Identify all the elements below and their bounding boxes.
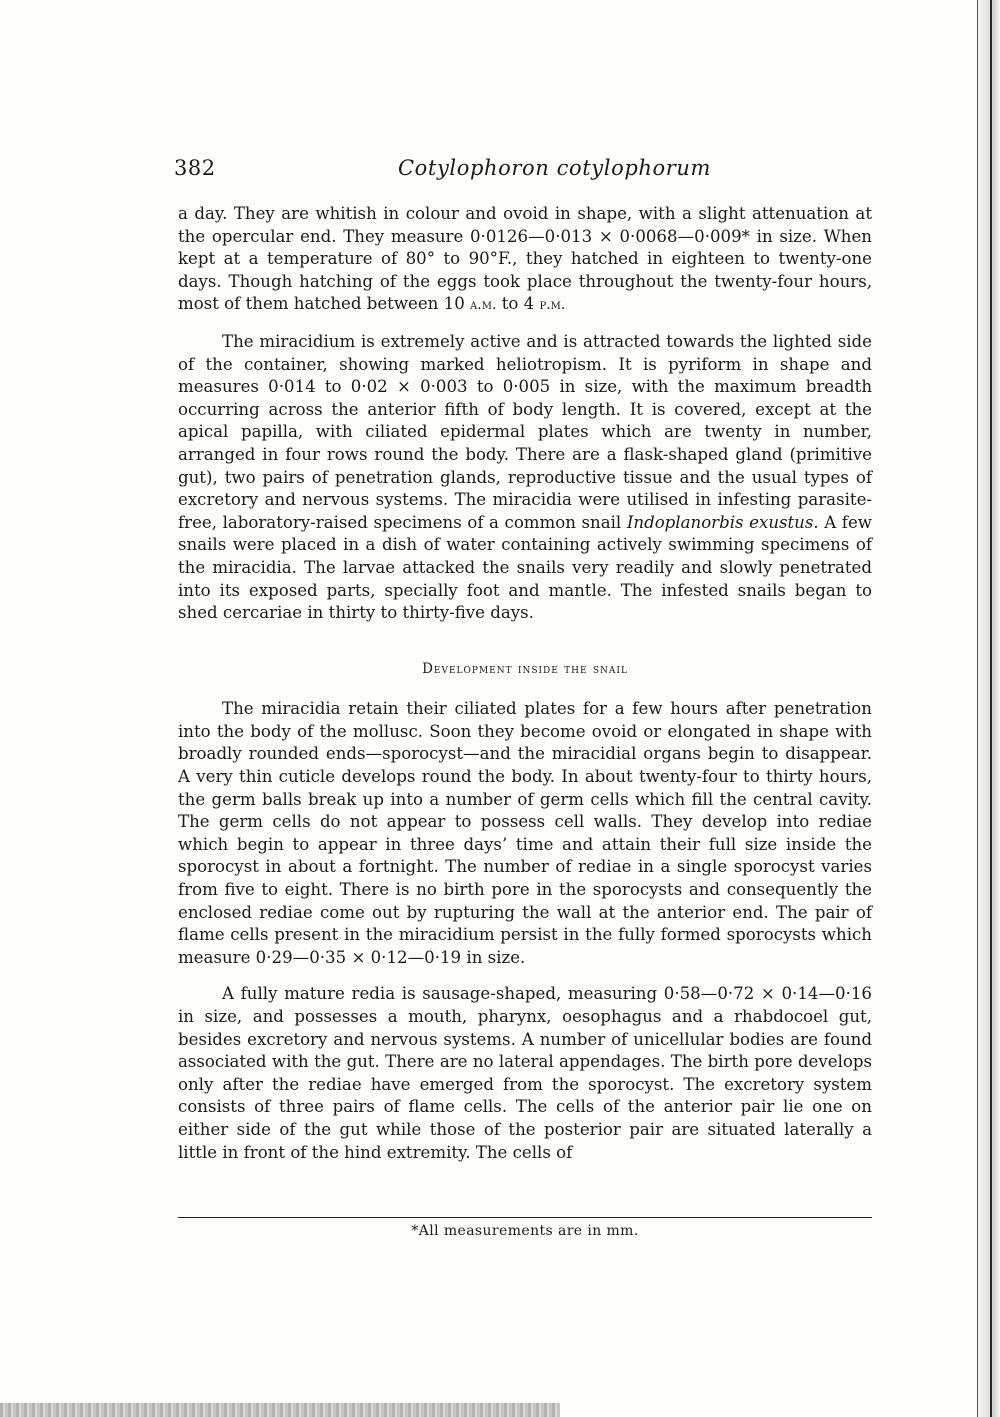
running-title: Cotylophoron cotylophorum: [398, 156, 712, 180]
page-header: [174, 156, 870, 190]
paragraph-miracidium: [178, 331, 872, 625]
page-number: 382: [174, 156, 216, 180]
time-am: a.m.: [470, 297, 497, 314]
paragraph-redia: A fully mature redia is sausage-shaped, measuring 0·58—0·72 × 0·14—0·16 in size, and possesses a mouth, pharynx, oesophagus and a rhabdocoel gut, besides excretory and nervous systems. A number of unicellular bodies are found associated with the gut. There are no lateral appendages. The birth pore develops only after the rediae have emerged from the sporocyst. The excretory system consists of three pairs of flame cells. The cells of the anterior pair lie one on either side of the gut while those of the posterior pair are situated laterally a little in front of the hind extremity. The cells of: [178, 984, 872, 1162]
page-edge-shadow: [977, 0, 1000, 1417]
species-name: Indoplanorbis exustus.: [626, 512, 819, 532]
page-edge-line: [990, 0, 992, 1417]
paragraph-eggs-text: a day. They are whitish in colour and ovoid in shape, with a slight attenuation at the opercular end. They measure 0·0126—0·013 × 0·0068—0·009* in size. When kept at a temperature of 80° to 90°F., they hatched in eighteen to twenty-one days. Though hatching of the eggs took place throughout the twenty-four hours, most of them hatched between 10: [178, 204, 872, 314]
paragraph-sporocyst: The miracidia retain their ciliated plates for a few hours after penetration into the body of the mollusc. Soon they become ovoid or elongated in shape with broadly rounded ends—sporocyst—and the miracidial organs begin to disappear. A very thin cuticle develops round the body. In about twenty-four to thirty hours, the germ balls break up into a number of germ cells which fill the central cavity. The germ cells do not appear to possess cell walls. They develop into rediae which begin to appear in three days’ time and attain their full size inside the sporocyst in about a fortnight. The number of rediae in a single sporocyst varies from five to eight. There is no birth pore in the sporocysts and consequently the enclosed rediae come out by rupturing the wall at the anterior end. The pair of flame cells present in the miracidium persist in the fully formed sporocysts which measure 0·29—0·35 × 0·12—0·19 in size.: [178, 699, 872, 967]
section-heading: Development inside the snail: [422, 660, 628, 677]
page-bottom-edge: [0, 1403, 560, 1417]
footnote-rule: [178, 1217, 872, 1218]
paragraph-miracidium-text-b: A few snails were placed in a dish of water containing actively swimming specimens of the miracidia. The larvae attacked the snails very readily and slowly penetrated into its exposed parts, specially foot and mantle. The infested snails began to shed cercariae in thirty to thirty-five days.: [178, 512, 872, 623]
paragraph-eggs: [178, 203, 872, 317]
body-text: [178, 203, 872, 1164]
time-to: to 4: [501, 294, 535, 314]
footnote: *All measurements are in mm.: [411, 1223, 639, 1239]
time-pm: p.m.: [539, 297, 566, 314]
paragraph-miracidium-text-a: The miracidium is extremely active and is attracted towards the lighted side of the container, showing marked heliotropism. It is pyriform in shape and measures 0·014 to 0·02 × 0·003 to 0·005 in size, with the maximum breadth occurring across the anterior fifth of body length. It is covered, except at the apical papilla, with ciliated epidermal plates which are twenty in number, arranged in four rows round the body. There are a flask-shaped gland (primitive gut), two pairs of penetration glands, reproductive tissue and the usual types of excretory and nervous systems. The miracidia were utilised in infesting parasite-free, laboratory-raised specimens of a common snail: [178, 331, 872, 532]
